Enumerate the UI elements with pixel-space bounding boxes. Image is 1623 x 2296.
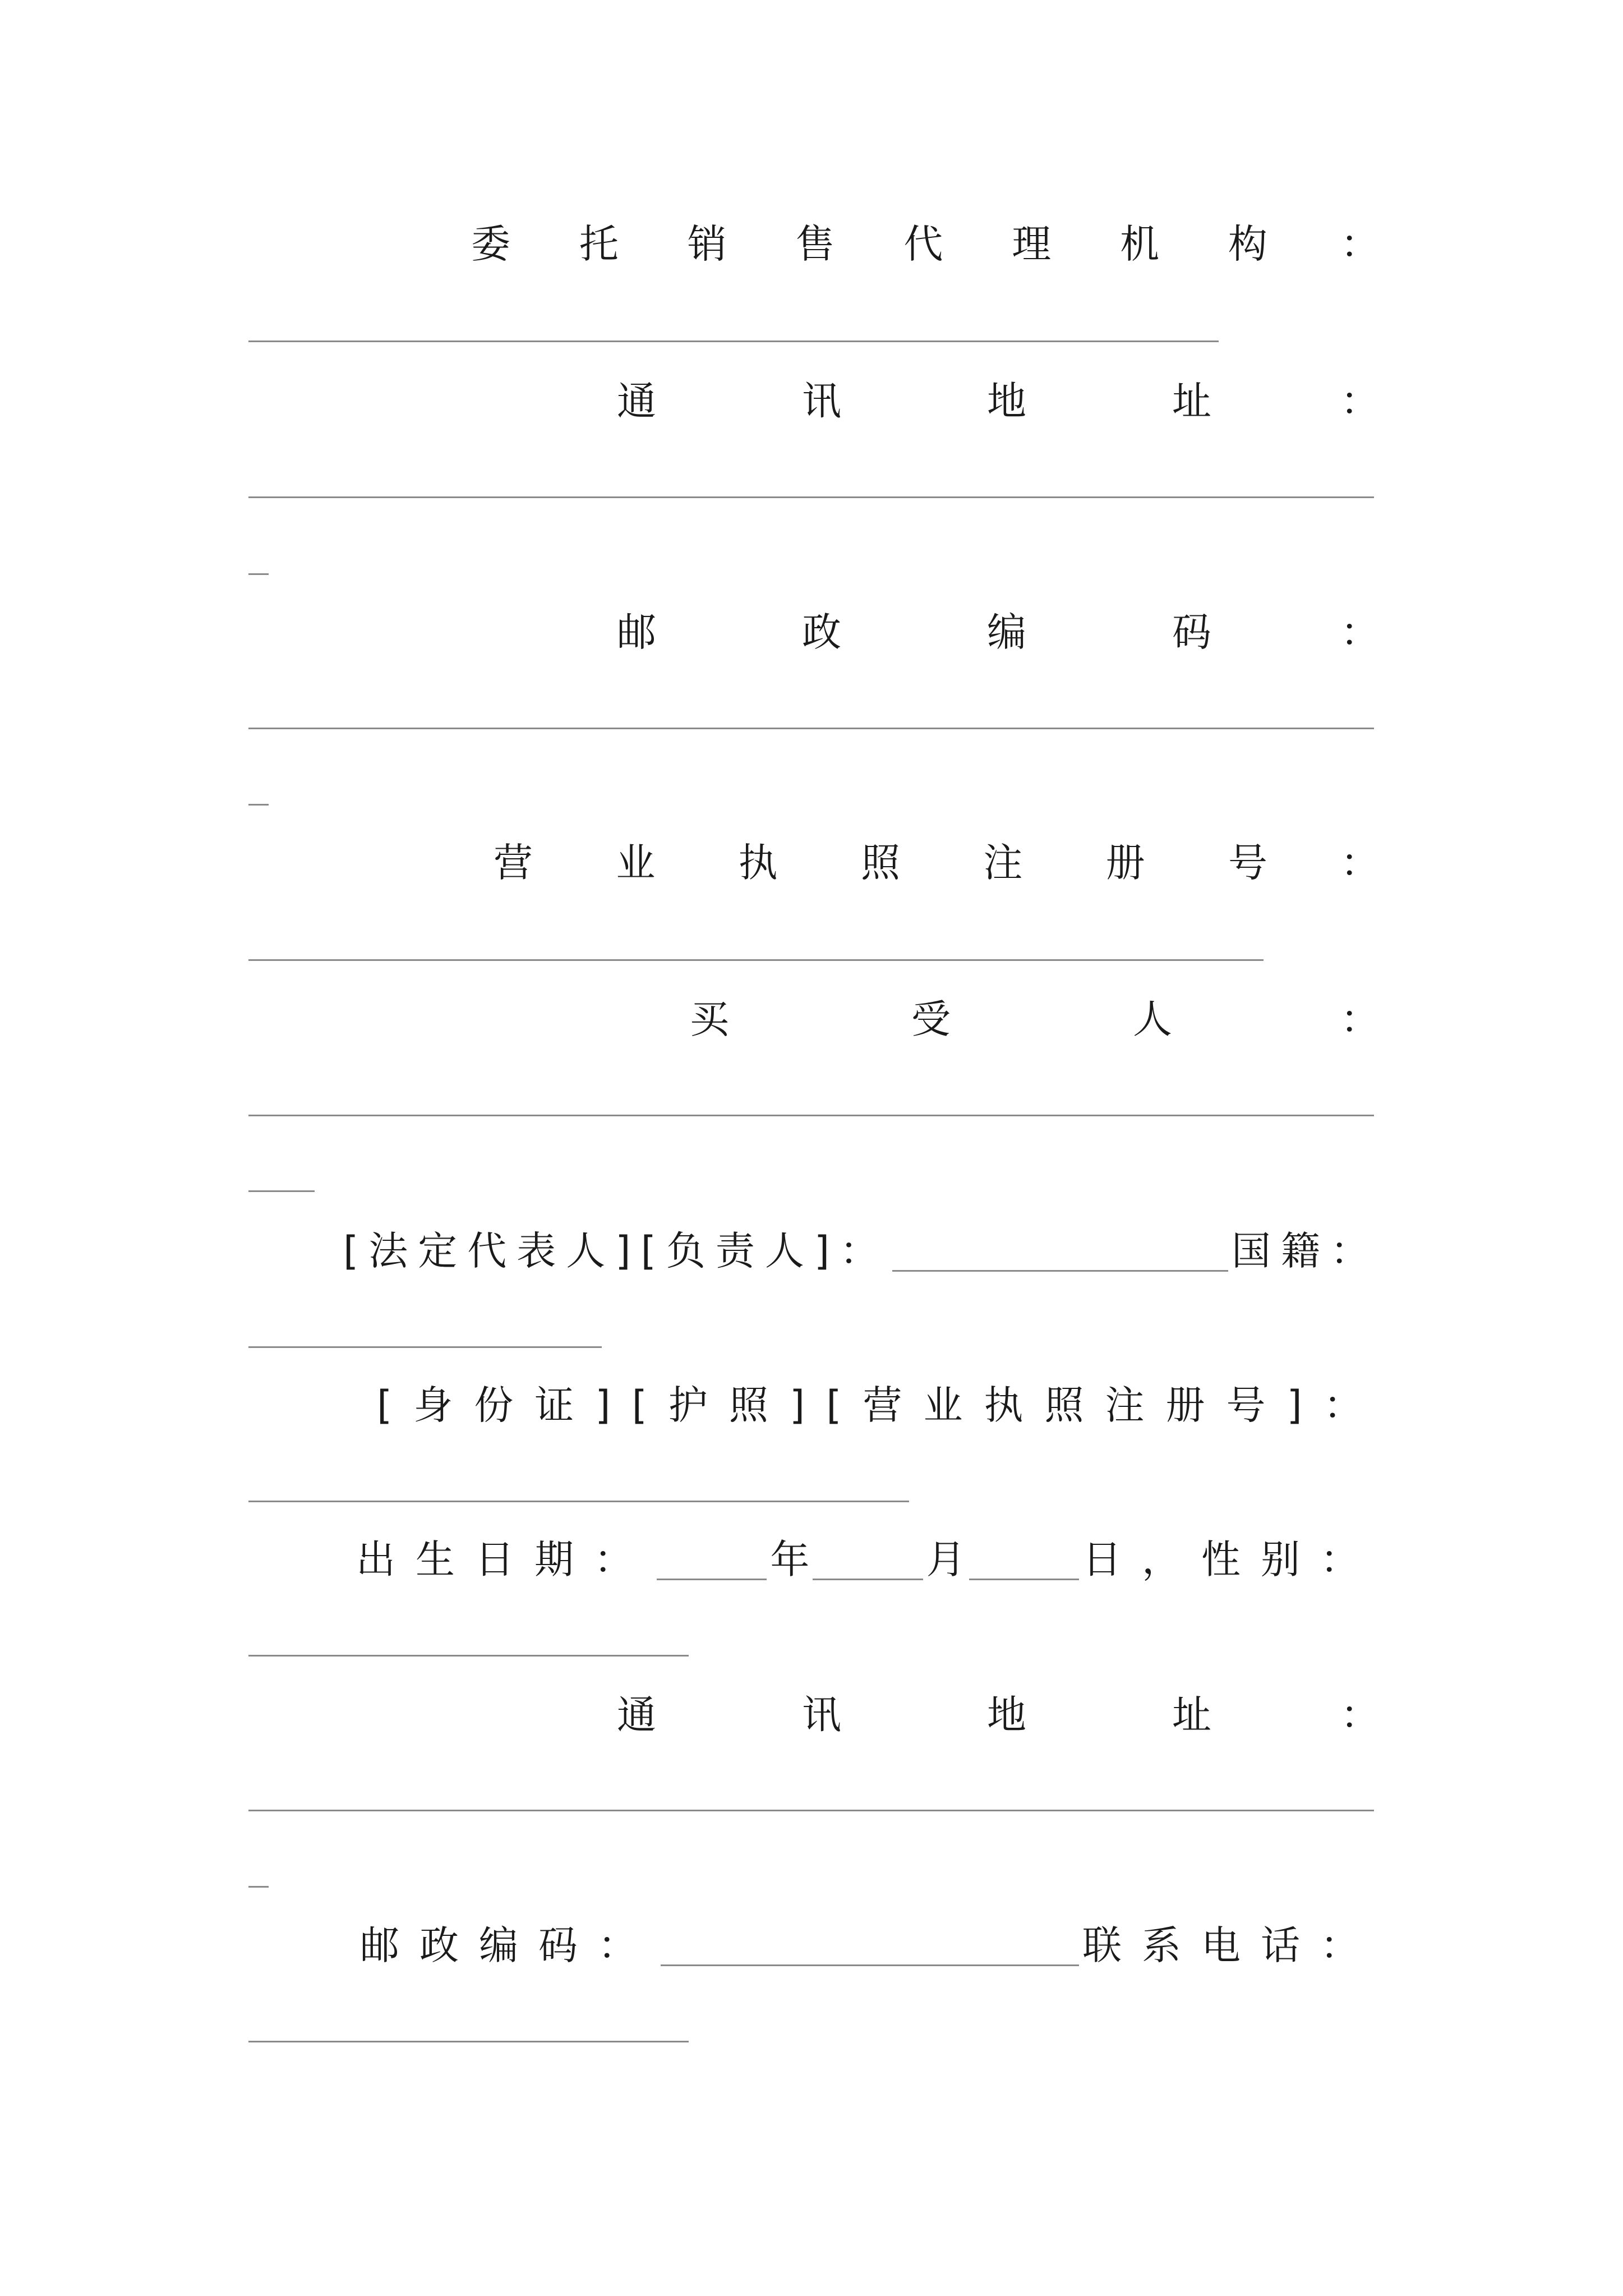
buyer-address-label-row: [617, 1687, 1380, 1743]
birth-date-label: 出生日期：: [356, 1536, 653, 1582]
postcode-fill-line[interactable]: [661, 1925, 1079, 1966]
label-char: 托: [579, 221, 619, 267]
year-label: 年: [770, 1536, 810, 1582]
label-char: 编: [987, 609, 1026, 655]
postcode-label: 邮政编码：: [360, 1922, 657, 1968]
colon: ：: [1340, 996, 1380, 1042]
colon: ：: [1340, 840, 1380, 886]
buyer-label-row: [690, 991, 1380, 1047]
label-char: 址: [1172, 378, 1211, 424]
agency-postcode-fill-line-tail[interactable]: [248, 804, 269, 806]
buyer-address-label: [617, 1687, 1211, 1743]
contact-row: [360, 1917, 1380, 1973]
representative-fill-line[interactable]: [892, 1231, 1228, 1272]
month-label: 月: [926, 1536, 966, 1582]
gender-label: 性别：: [1201, 1536, 1380, 1582]
agency-postcode-fill-line[interactable]: [248, 728, 1374, 729]
label-char: 地: [987, 378, 1026, 424]
agency-address-label: [617, 373, 1211, 429]
agency-postcode-label: [617, 604, 1211, 660]
gender-fill-line[interactable]: [248, 1655, 689, 1657]
label-char: 售: [795, 221, 835, 267]
agency-fill-line[interactable]: [248, 341, 1219, 342]
label-char: 买: [690, 996, 729, 1042]
buyer-label: [690, 991, 1172, 1047]
agency-license-label-row: [494, 835, 1380, 891]
label-char: 号: [1228, 840, 1267, 886]
birth-month-field[interactable]: [813, 1539, 923, 1580]
label-char: 受: [911, 996, 951, 1042]
label-char: 讯: [802, 378, 841, 424]
label-char: 讯: [802, 1692, 841, 1738]
label-char: 照: [860, 840, 900, 886]
buyer-address-fill-line[interactable]: [248, 1810, 1374, 1811]
label-char: 地: [987, 1692, 1026, 1738]
birth-row: [356, 1531, 1380, 1588]
nationality-label: 国籍：: [1232, 1228, 1380, 1274]
id-document-row: [377, 1377, 1384, 1433]
label-char: 营: [494, 840, 533, 886]
id-document-fill-line[interactable]: [248, 1501, 909, 1502]
agency-address-label-row: [617, 373, 1380, 429]
colon: ：: [1340, 221, 1380, 267]
label-char: 政: [802, 609, 841, 655]
agency-address-fill-line[interactable]: [248, 496, 1374, 498]
label-char: 码: [1172, 609, 1211, 655]
agency-address-fill-line-tail[interactable]: [248, 573, 269, 575]
buyer-fill-line[interactable]: [248, 1115, 1374, 1116]
agency-label: [471, 216, 1267, 272]
label-char: 注: [983, 840, 1023, 886]
label-char: 址: [1172, 1692, 1211, 1738]
label-char: 业: [616, 840, 656, 886]
label-char: 邮: [617, 609, 656, 655]
label-char: 委: [471, 221, 510, 267]
label-char: 理: [1012, 221, 1052, 267]
label-char: 通: [617, 1692, 656, 1738]
day-label: 日，: [1082, 1536, 1201, 1582]
buyer-fill-line-tail[interactable]: [248, 1190, 315, 1192]
label-char: 册: [1105, 840, 1145, 886]
representative-label: [法定代表人][负责人]：: [343, 1228, 889, 1274]
agency-license-fill-line[interactable]: [248, 959, 1264, 961]
label-char: 代: [903, 221, 943, 267]
label-char: 通: [617, 378, 656, 424]
phone-label: 联系电话：: [1082, 1922, 1380, 1968]
label-char: 机: [1120, 221, 1160, 267]
representative-row: [343, 1223, 1380, 1279]
label-char: 人: [1133, 996, 1172, 1042]
colon: ：: [1340, 378, 1380, 424]
agency-license-label: [494, 835, 1267, 891]
label-char: 销: [687, 221, 727, 267]
label-char: 执: [738, 840, 778, 886]
birth-day-field[interactable]: [969, 1539, 1079, 1580]
colon: ：: [1340, 1692, 1380, 1738]
label-char: 构: [1228, 221, 1267, 267]
colon: ：: [1340, 609, 1380, 655]
nationality-fill-line[interactable]: [248, 1346, 602, 1348]
id-document-label: [身份证][护照][营业执照注册号]：: [377, 1382, 1384, 1428]
buyer-address-fill-line-tail[interactable]: [248, 1886, 269, 1888]
agency-postcode-label-row: [617, 604, 1380, 660]
agency-label-row: [471, 216, 1380, 272]
birth-year-field[interactable]: [657, 1539, 767, 1580]
phone-fill-line[interactable]: [248, 2041, 689, 2042]
